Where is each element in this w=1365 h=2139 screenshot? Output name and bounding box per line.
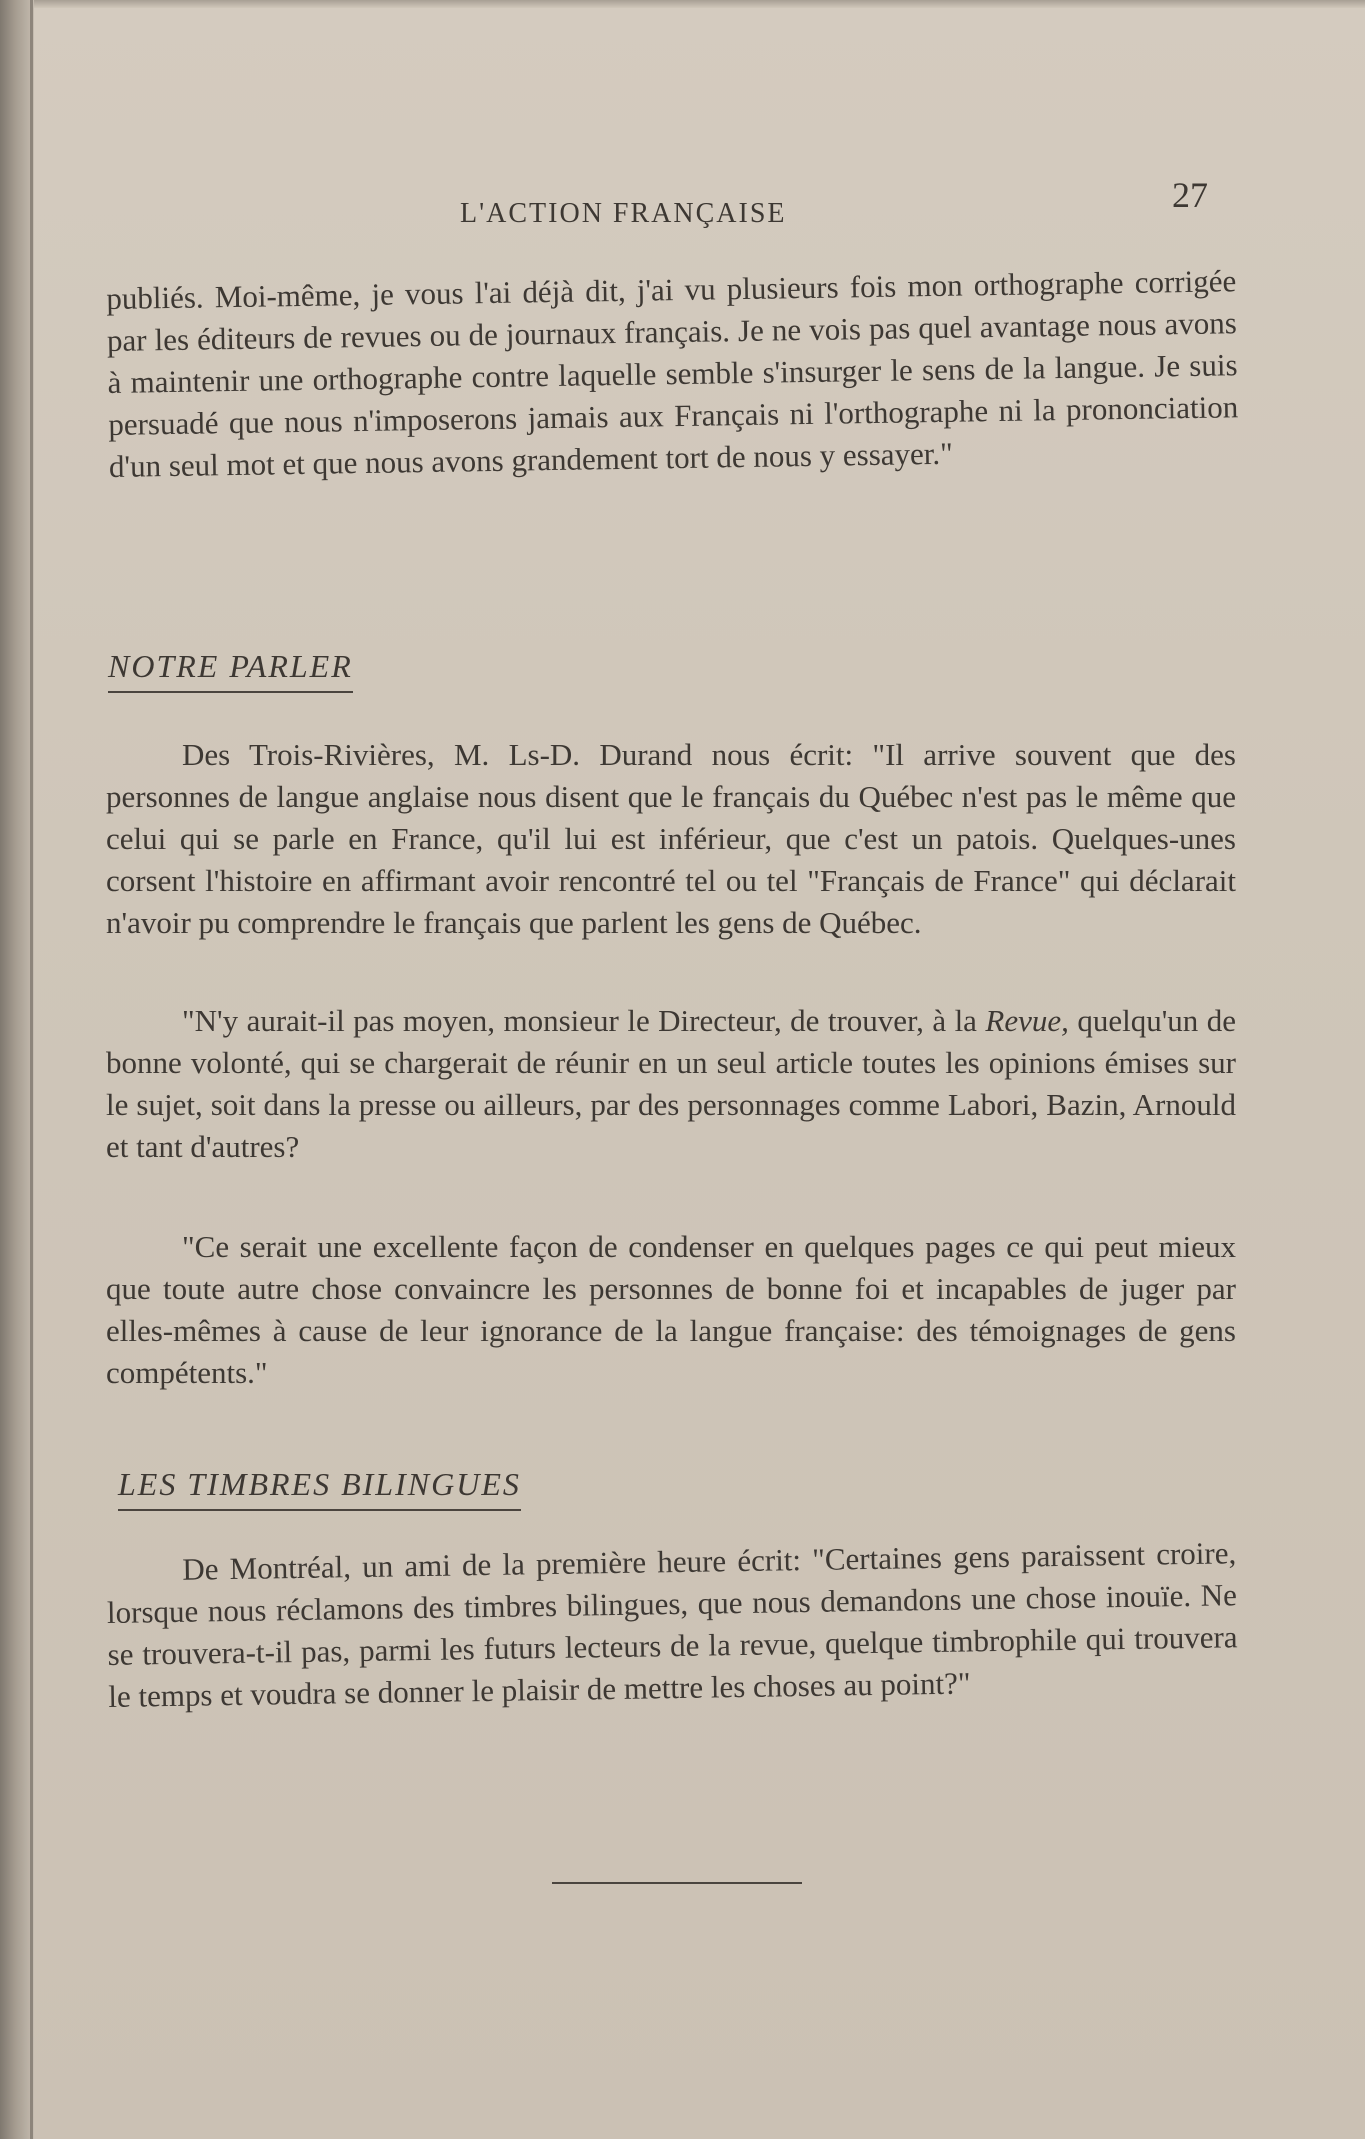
paragraph-durand-letter: Des Trois-Rivières, M. Ls-D. Durand nous écrit: "Il arrive souvent que des personnes de langue anglaise nous disent que le français du Québec n'est pas le même que celui qui se parle en France, qu'il lui est inférieur, que c'est un patois. Quelques-unes corsent l'histoire en affirmant avoir rencontré tel ou tel "Français de France" qui déclarait n'avoir pu comprendre le français que parlent les gens de Québec. <box>106 737 1236 940</box>
heading-timbres-bilingues: LES TIMBRES BILINGUES <box>118 1466 521 1511</box>
paragraph-text: quelqu'un de bonne volonté, qui se chargerait de réunir en un seul article toutes les opinions émises sur le sujet, soit dans la presse ou ailleurs, par des personnages comme Labori, Bazin, Arnould et tant d'autres? <box>106 1003 1237 1164</box>
paragraph-continued-quote: publiés. Moi-même, je vous l'ai déjà dit, j'ai vu plusieurs fois mon orthographe corrigée par les éditeurs de revues ou de journaux français. Je ne vois pas quel avantage nous avons à maintenir une orthographe contre laquelle semble s'insurger le sens de la langue. Je suis persuadé que nous n'imposerons jamais aux Français ni l'orthographe ni la prononciation d'un seul mot et que nous avons grandement tort de nous y essayer." <box>106 263 1239 484</box>
paragraph-montreal-letter: De Montréal, un ami de la première heure écrit: "Certaines gens paraissent croire, lorsque nous réclamons des timbres bilingues, que nous demandons une chose inouïe. Ne se trouvera-t-il pas, parmi les futurs lecteurs de la revue, quelque timbrophile qui trouvera le temps et voudra se donner le plaisir de mettre les choses au point?" <box>106 1535 1238 1714</box>
page-header <box>0 175 1365 240</box>
end-rule <box>552 1882 802 1884</box>
page-top-edge <box>34 0 1365 8</box>
spine-edge <box>30 0 33 2139</box>
page-number: 27 <box>1172 175 1208 215</box>
running-title: L'ACTION FRANÇAISE <box>460 198 787 229</box>
revue-title: Revue, <box>985 1003 1069 1038</box>
heading-notre-parler: NOTRE PARLER <box>108 648 353 693</box>
book-spine-shadow <box>0 0 34 2139</box>
paragraph-text: "N'y aurait-il pas moyen, monsieur le Directeur, de trouver, à la <box>182 1003 986 1038</box>
paragraph-directeur-request <box>106 1000 1236 1168</box>
paragraph-condenser: "Ce serait une excellente façon de condenser en quelques pages ce qui peut mieux que toute autre chose convaincre les personnes de bonne foi et incapables de juger par elles-mêmes à cause de leur ignorance de la langue française: des témoignages de gens compétents." <box>106 1229 1236 1390</box>
